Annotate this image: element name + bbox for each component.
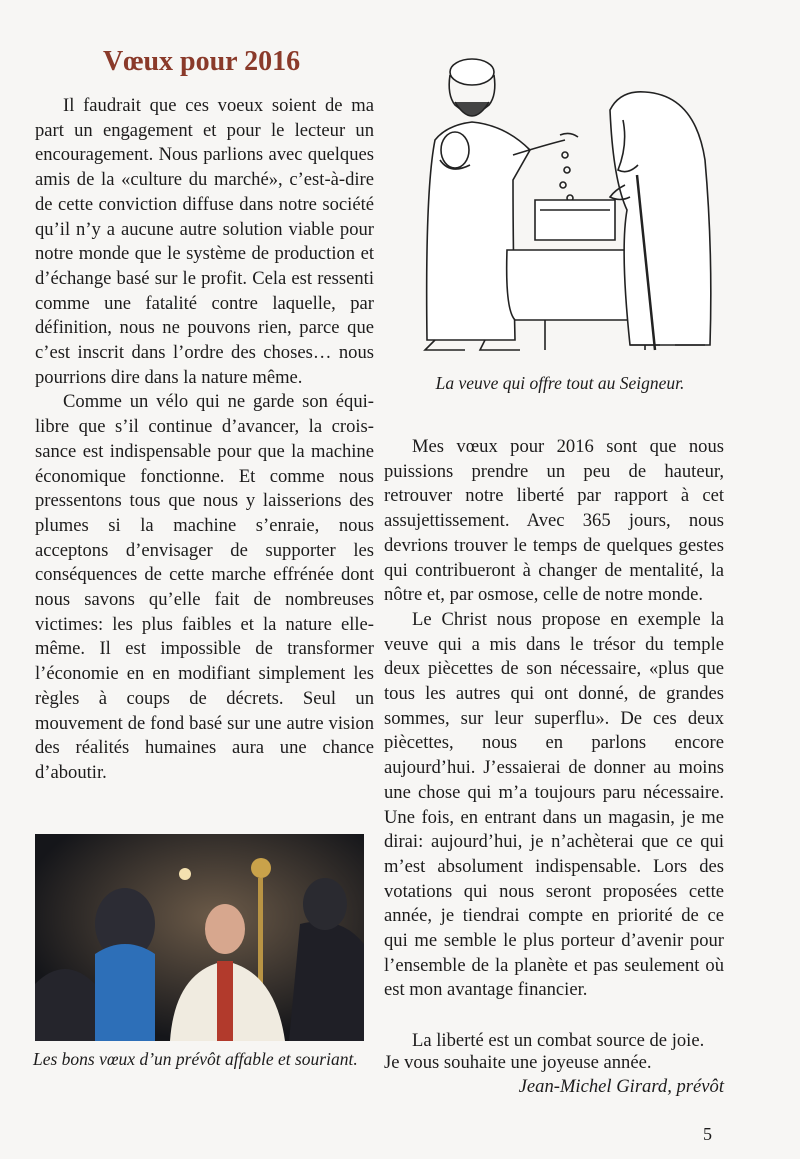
page-number: 5 bbox=[703, 1124, 712, 1144]
provost-greeting-photo-icon bbox=[35, 834, 364, 1041]
paragraph: Comme un vélo qui ne garde son équilibre que s’il continue d’avancer, la croissance est indispensable pour que la machine économique fonctionne. Et comme nous pressentons tous que nous y laisserions des plumes si la machine s’enraie, nous acceptons d’envisager de supporter les conséquences de cette marche effrénée dont nous savons qu’elle fait de nombreuses victimes: les plus faibles et la nature elle-même. Il est impossible de transformer l’économie en en modifiant simplement les règles à coups de décrets. Seul un mouvement de fond basé sur une autre vision des réalités humaines aura une chance d’aboutir. bbox=[35, 391, 374, 783]
paragraph: Il faudrait que ces voeux soient de ma part un engagement et pour le lecteur un encouragement. Nous parlions avec quelques amis de la «culture du marché», c’est-à-dire de cette conviction diffuse dans notre société qu’il n’y a aucune autre solution viable pour notre monde que le système de production et d’échange basé sur le profit. Cela est ressenti comme une fatalité contre laquelle, par définition, nous ne pouvons rien, parce que c’est inscrit dans l’ordre des choses… nous pourrions dire dans la nature même. bbox=[35, 95, 374, 388]
closing-block bbox=[384, 1030, 724, 1098]
photo-caption: Les bons vœux d’un prévôt affable et souriant. bbox=[33, 1049, 358, 1069]
widow-offering-illustration bbox=[395, 50, 725, 360]
provost-photo bbox=[35, 834, 364, 1041]
illustration-caption: La veuve qui offre tout au Seigneur. bbox=[435, 373, 685, 393]
left-column bbox=[35, 94, 374, 786]
article-title: Vœux pour 2016 bbox=[103, 46, 301, 77]
author-signature: Jean-Michel Girard, prévôt bbox=[518, 1076, 724, 1097]
widow-offering-drawing-icon bbox=[425, 59, 711, 350]
closing-line: Je vous souhaite une joyeuse année. bbox=[384, 1052, 652, 1073]
paragraph: Mes vœux pour 2016 sont que nous puissions prendre un peu de hauteur, retrouver notre liberté par rapport à cet assujettissement. Avec 365 jours, nous devrions trouver le temps de quelques gestes qui contribueront à changer de mentalité, la nôtre et, par osmose, celle de notre monde. bbox=[384, 436, 724, 606]
paragraph: Le Christ nous propose en exemple la veuve qui a mis dans le trésor du temple deux piècettes de son nécessaire, «plus que tous les autres qui ont donné, de grandes sommes, sur leur superflu». De ces deux piècettes, nous en parlons encore aujourd’hui. J’essaierai de donner au moins une chose qui m’a toujours paru nécessaire. Une fois, en entrant dans un magasin, je me dirai: aujourd’hui, je n’achèterai que ce qui m’est absolument indispensable. Lors des votations qui nous seront proposées cette année, je tiendrai compte en priorité de ce qui me semble le plus porteur d’avenir pour l’ensemble de la planète et pas seulement où est mon avantage financier. bbox=[384, 608, 724, 1001]
right-column bbox=[384, 435, 724, 1003]
closing-line: La liberté est un combat source de joie. bbox=[412, 1030, 705, 1051]
